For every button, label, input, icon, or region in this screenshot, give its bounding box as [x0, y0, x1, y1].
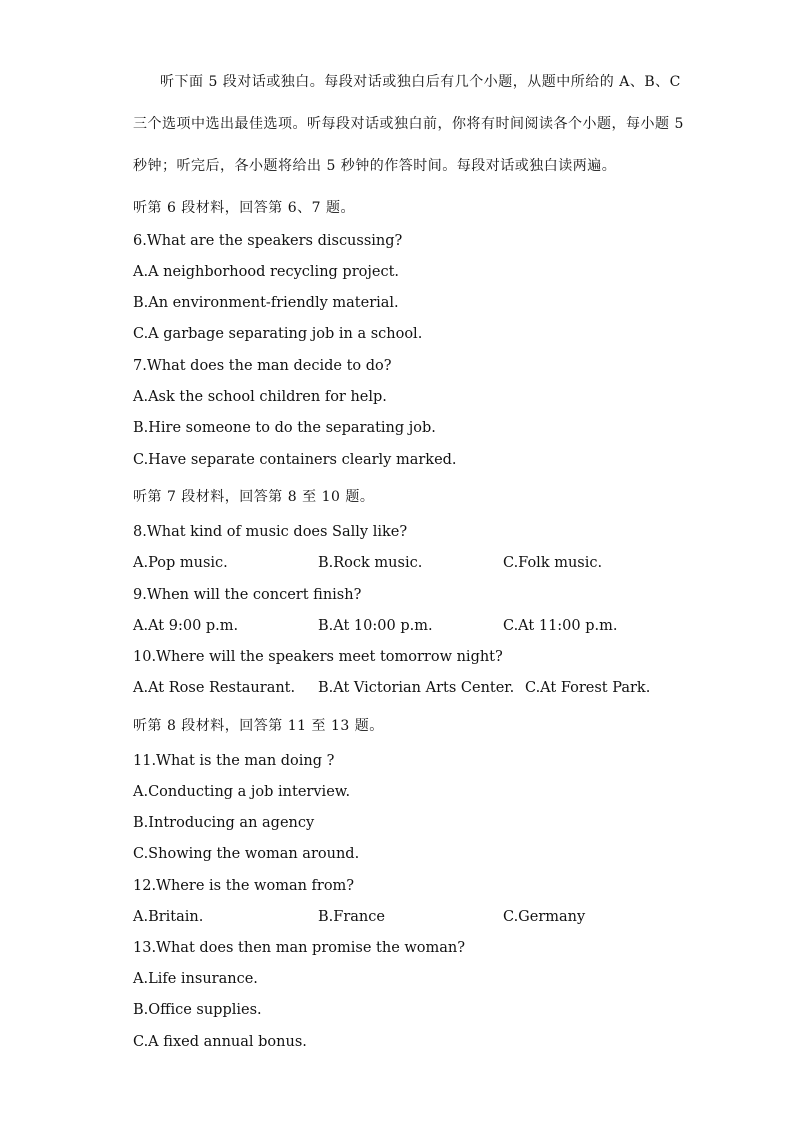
instructions-line-3: 秒钟；听完后，各小题将给出 5 秒钟的作答时间。每段对话或独白读两遍。: [133, 158, 617, 174]
question-11-option-c: C.Showing the woman around.: [133, 846, 360, 862]
question-6-option-a: A.A neighborhood recycling project.: [133, 264, 399, 280]
question-8-option-a: A.Pop music.: [133, 555, 228, 571]
question-9: 9.When will the concert finish?: [133, 587, 362, 603]
section-heading-6: 听第 6 段材料，回答第 6、7 题。: [133, 200, 356, 216]
question-10-option-a: A.At Rose Restaurant.: [133, 680, 296, 696]
question-9-option-b: B.At 10:00 p.m.: [318, 618, 433, 634]
question-6: 6.What are the speakers discussing?: [133, 233, 403, 249]
question-10-option-c: C.At Forest Park.: [525, 680, 651, 696]
question-11-option-a: A.Conducting a job interview.: [133, 784, 351, 800]
question-9-option-a: A.At 9:00 p.m.: [133, 618, 239, 634]
question-7: 7.What does the man decide to do?: [133, 358, 392, 374]
question-12: 12.Where is the woman from?: [133, 878, 355, 894]
question-11: 11.What is the man doing ?: [133, 753, 335, 769]
question-12-option-b: B.France: [318, 909, 385, 925]
question-8-option-c: C.Folk music.: [503, 555, 603, 571]
question-13-option-a: A.Life insurance.: [133, 971, 258, 987]
question-12-option-a: A.Britain.: [133, 909, 204, 925]
question-6-option-c: C.A garbage separating job in a school.: [133, 326, 423, 342]
question-7-option-c: C.Have separate containers clearly marked.: [133, 452, 457, 468]
question-13-option-c: C.A fixed annual bonus.: [133, 1034, 307, 1050]
question-7-option-a: A.Ask the school children for help.: [133, 389, 387, 405]
section-heading-8: 听第 8 段材料，回答第 11 至 13 题。: [133, 718, 384, 734]
question-10-option-b: B.At Victorian Arts Center.: [318, 680, 515, 696]
section-heading-7: 听第 7 段材料，回答第 8 至 10 题。: [133, 489, 375, 505]
question-13: 13.What does then man promise the woman?: [133, 940, 466, 956]
question-12-option-c: C.Germany: [503, 909, 586, 925]
instructions-line-2: 三个选项中选出最佳选项。听每段对话或独白前，你将有时间阅读各个小题，每小题 5: [133, 116, 684, 132]
question-9-option-c: C.At 11:00 p.m.: [503, 618, 618, 634]
instructions-line-1: 听下面 5 段对话或独白。每段对话或独白后有几个小题，从题中所给的 A、B、C: [160, 74, 681, 90]
question-11-option-b: B.Introducing an agency: [133, 815, 315, 831]
question-7-option-b: B.Hire someone to do the separating job.: [133, 420, 436, 436]
question-6-option-b: B.An environment-friendly material.: [133, 295, 399, 311]
question-8: 8.What kind of music does Sally like?: [133, 524, 408, 540]
question-10: 10.Where will the speakers meet tomorrow night?: [133, 649, 503, 665]
question-13-option-b: B.Office supplies.: [133, 1002, 262, 1018]
question-8-option-b: B.Rock music.: [318, 555, 423, 571]
